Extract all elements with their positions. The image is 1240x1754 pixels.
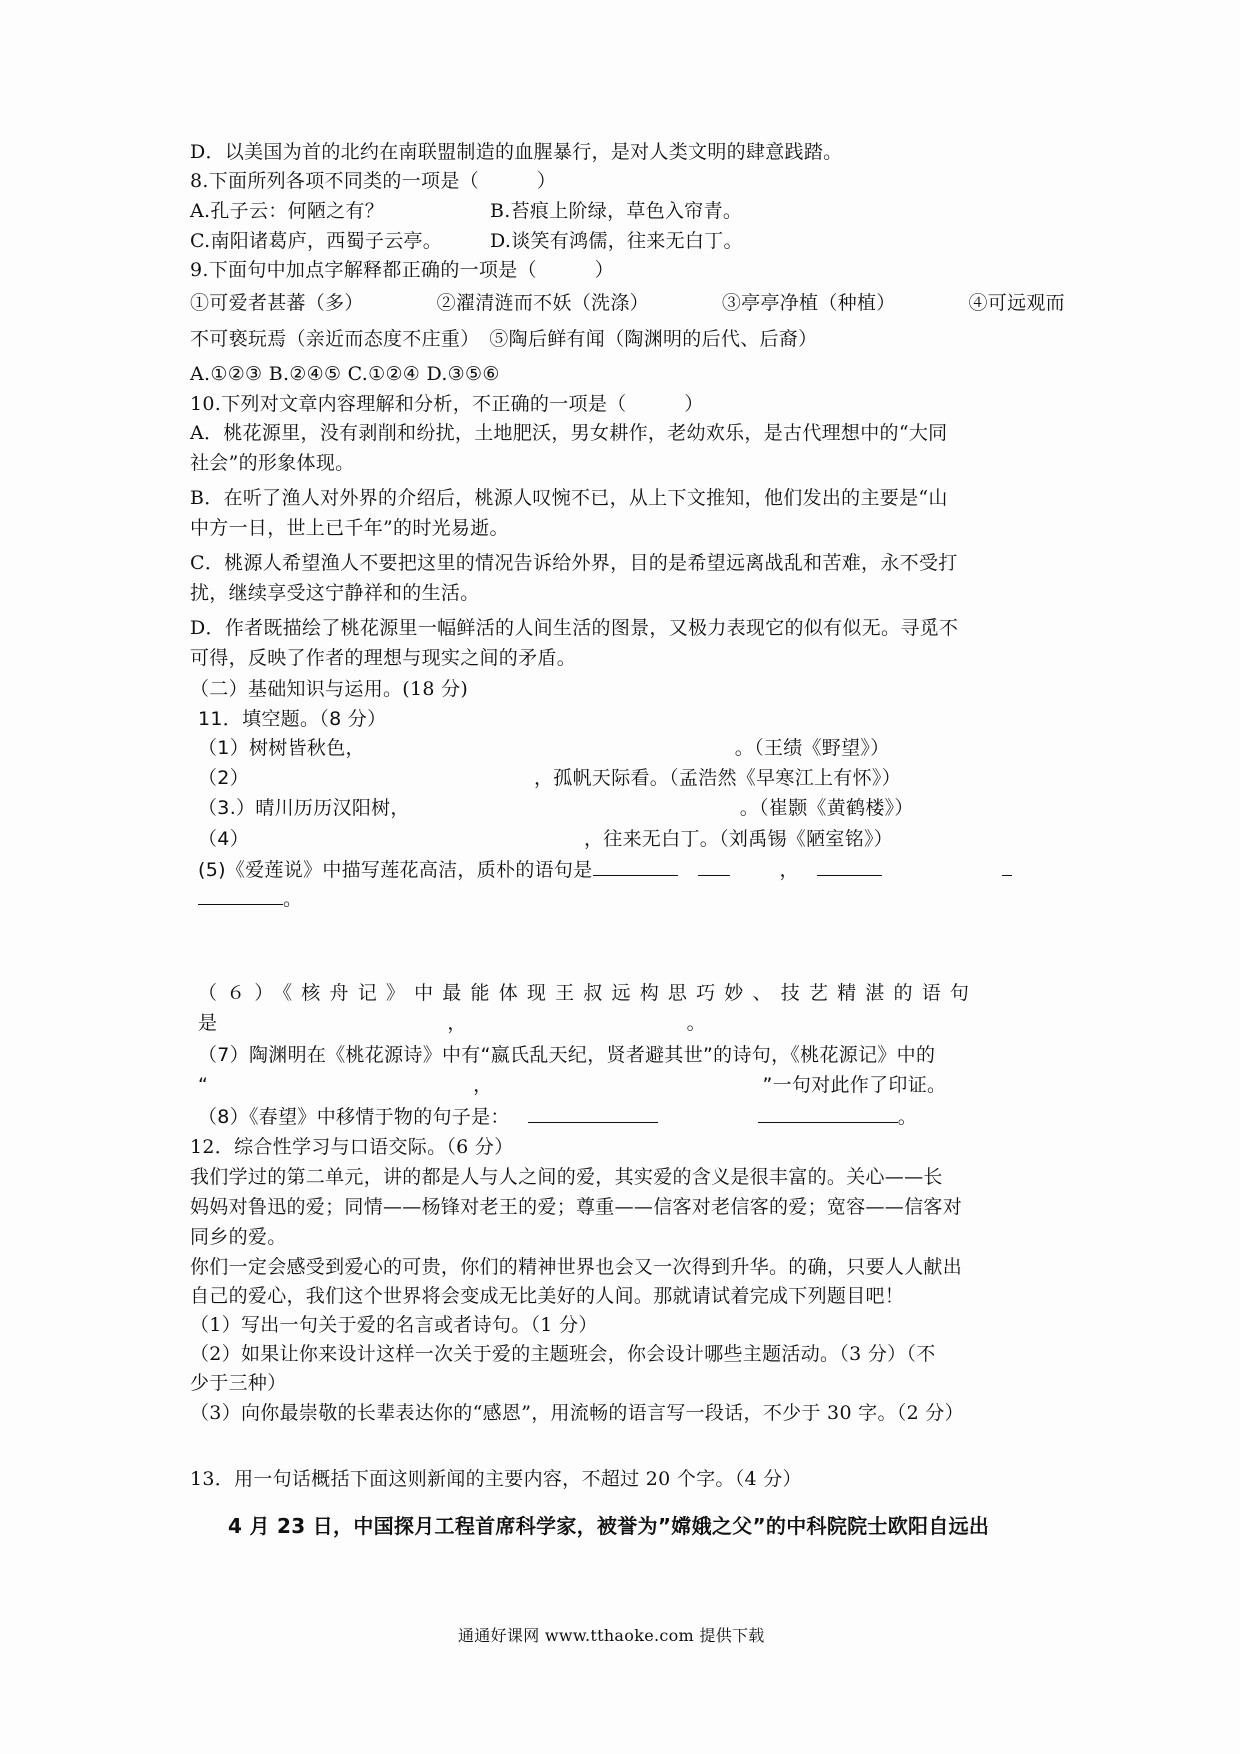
answer-blank[interactable] xyxy=(758,1104,898,1123)
q11-line1 xyxy=(198,735,890,761)
q11-line6-end: 。 xyxy=(686,1012,706,1034)
q7-option-d: D．以美国为首的北约在南联盟制造的血腥暴行，是对人类文明的肆意践踏。 xyxy=(190,141,843,163)
q10-option-b-line2: 中方一日，世上已千年”的时光易逝。 xyxy=(190,517,509,539)
answer-blank[interactable] xyxy=(198,886,283,905)
q10-option-c-line1: C．桃源人希望渔人不要把这里的情况告诉给外界，目的是希望远离战乱和苦难，永不受打 xyxy=(190,552,958,574)
q8-option-c: C.南阳诸葛庐，西蜀子云亭。 xyxy=(190,230,443,252)
q11-line5-text: (5)《爱莲说》中描写莲花高洁，质朴的语句是 xyxy=(198,859,593,881)
q11-line2 xyxy=(198,765,901,791)
q12-sub2-line2: 少于三种） xyxy=(190,1372,287,1394)
q12-paragraph-line4: 你们一定会感受到爱心的可贵，你们的精神世界也会又一次得到升华。的确，只要人人献出 xyxy=(190,1256,963,1278)
q9-item-4: ④可远观而 xyxy=(968,292,1065,314)
q11-line7-end: ”一句对此作了印证。 xyxy=(762,1074,947,1096)
q12-sub3: （3）向你最崇敬的长辈表达你的“感恩”，用流畅的语言写一段话，不少于 30 字。（2 分） xyxy=(190,1402,964,1424)
q11-line5 xyxy=(198,857,1012,883)
q11-title: 11．填空题。（8 分） xyxy=(198,708,387,730)
q11-line7-open: “ xyxy=(198,1074,209,1096)
q11-line3-text: （3.）晴川历历汉阳树， xyxy=(198,797,410,819)
q11-line1-source: 。（王绩《野望》） xyxy=(734,737,890,759)
q10-option-d-line2: 可得，反映了作者的理想与现实之间的矛盾。 xyxy=(190,647,577,669)
q11-line8 xyxy=(198,1104,917,1130)
q11-line6-shi: 是 xyxy=(198,1012,218,1034)
q10-stem: 10.下列对文章内容理解和分析，不正确的一项是（ ） xyxy=(190,393,704,415)
q11-line2-source: ，孤帆天际看。（孟浩然《早寒江上有怀》） xyxy=(534,767,902,789)
q11-line7-cont xyxy=(198,1072,946,1098)
q12-paragraph-line2: 妈妈对鲁迅的爱；同情——杨锋对老王的爱；尊重——信客对老信客的爱；宽容——信客对 xyxy=(190,1196,963,1218)
q11-line7-comma: ， xyxy=(473,1074,493,1096)
q11-line1-text: （1）树树皆秋色， xyxy=(198,737,365,759)
q10-option-a-line2: 社会”的形象体现。 xyxy=(190,452,355,474)
q11-line7: （7）陶渊明在《桃花源诗》中有“嬴氏乱天纪，贤者避其世”的诗句，《桃花源记》中的 xyxy=(198,1044,936,1066)
q12-sub1: （1）写出一句关于爱的名言或者诗句。（1 分） xyxy=(190,1314,598,1336)
q8-stem: 8.下面所列各项不同类的一项是（ ） xyxy=(190,170,557,192)
q12-paragraph-line1: 我们学过的第二单元，讲的都是人与人之间的爱，其实爱的含义是很丰富的。关心——长 xyxy=(190,1166,943,1188)
q11-line5-end: 。 xyxy=(283,888,303,910)
answer-blank[interactable] xyxy=(817,857,882,876)
answer-blank[interactable] xyxy=(698,857,730,876)
q10-option-c-line2: 扰，继续享受这宁静祥和的生活。 xyxy=(190,582,480,604)
q11-line5-comma: ， xyxy=(779,859,799,881)
q12-paragraph-line3: 同乡的爱。 xyxy=(190,1226,287,1248)
q9-items-line1 xyxy=(190,290,1065,316)
q11-line2-text: （2） xyxy=(198,767,249,789)
q10-option-a-line1: A．桃花源里，没有剥削和纷扰，土地肥沃，男女耕作，老幼欢乐，是古代理想中的“大同 xyxy=(190,422,948,444)
q9-stem: 9.下面句中加点字解释都正确的一项是（ ） xyxy=(190,259,615,281)
q11-line6-comma: ， xyxy=(447,1012,467,1034)
q11-line4 xyxy=(198,826,893,852)
answer-blank[interactable] xyxy=(593,857,678,876)
q12-title: 12．综合性学习与口语交际。（6 分） xyxy=(190,1136,514,1158)
q8-option-b: B.苔痕上阶绿，草色入帘青。 xyxy=(490,200,743,222)
q9-item-1: ①可爱者甚蕃（多） xyxy=(190,292,364,314)
q11-line8-end: 。 xyxy=(897,1106,918,1128)
q10-option-d-line1: D．作者既描绘了桃花源里一幅鲜活的人间生活的图景，又极力表现它的似有似无。寻觅不 xyxy=(190,617,959,639)
q11-line6-cont xyxy=(198,1010,706,1036)
q11-line3 xyxy=(198,795,914,821)
q9-items-line2: 不可亵玩焉（亲近而态度不庄重） ⑤陶后鲜有闻（陶渊明的后代、后裔） xyxy=(190,328,818,350)
q13-news: 4 月 23 日，中国探月工程首席科学家，被誉为”嫦娥之父”的中科院院士欧阳自远出 xyxy=(228,1514,990,1538)
q8-option-a: A.孔子云：何陋之有？ xyxy=(190,200,385,222)
q8-option-d: D.谈笑有鸿儒，往来无白丁。 xyxy=(490,230,743,252)
answer-blank[interactable] xyxy=(528,1104,658,1123)
q11-line5-cont xyxy=(198,886,302,912)
q11-line3-source: 。（崔颢《黄鹤楼》） xyxy=(739,797,914,819)
q9-item-2: ②濯清涟而不妖（洗涤） xyxy=(436,292,649,314)
q8-options-row1 xyxy=(190,198,742,224)
answer-blank[interactable] xyxy=(1002,857,1012,876)
q9-options: A.①②③ B.②④⑤ C.①②④ D.③⑤⑥ xyxy=(190,363,500,385)
q11-line4-text: （4） xyxy=(198,828,249,850)
q11-line8-text: （8）《春望》中移情于物的句子是： xyxy=(198,1106,510,1128)
q11-line6-text: （６）《核舟记》中最能体现王叔远构思巧妙、技艺精湛的语句 xyxy=(198,982,979,1004)
page-footer: 通通好课网 www.tthaoke.com 提供下载 xyxy=(458,1626,765,1645)
q10-option-b-line1: B．在听了渔人对外界的介绍后，桃源人叹惋不已，从上下文推知，他们发出的主要是“山 xyxy=(190,487,948,509)
q11-line4-source: ，往来无白丁。（刘禹锡《陋室铭》） xyxy=(584,828,894,850)
q13-title: 13．用一句话概括下面这则新闻的主要内容，不超过 20 个字。（4 分） xyxy=(190,1468,802,1490)
q9-item-3: ③亭亭净植（种植） xyxy=(721,292,896,314)
section-heading: （二）基础知识与运用。(18 分) xyxy=(190,678,469,700)
q8-options-row2 xyxy=(190,228,743,254)
q12-sub2-line1: （2）如果让你来设计这样一次关于爱的主题班会，你会设计哪些主题活动。（3 分）（不 xyxy=(190,1343,936,1365)
q12-paragraph-line5: 自己的爱心，我们这个世界将会变成无比美好的人间。那就请试着完成下列题目吧！ xyxy=(190,1285,905,1307)
